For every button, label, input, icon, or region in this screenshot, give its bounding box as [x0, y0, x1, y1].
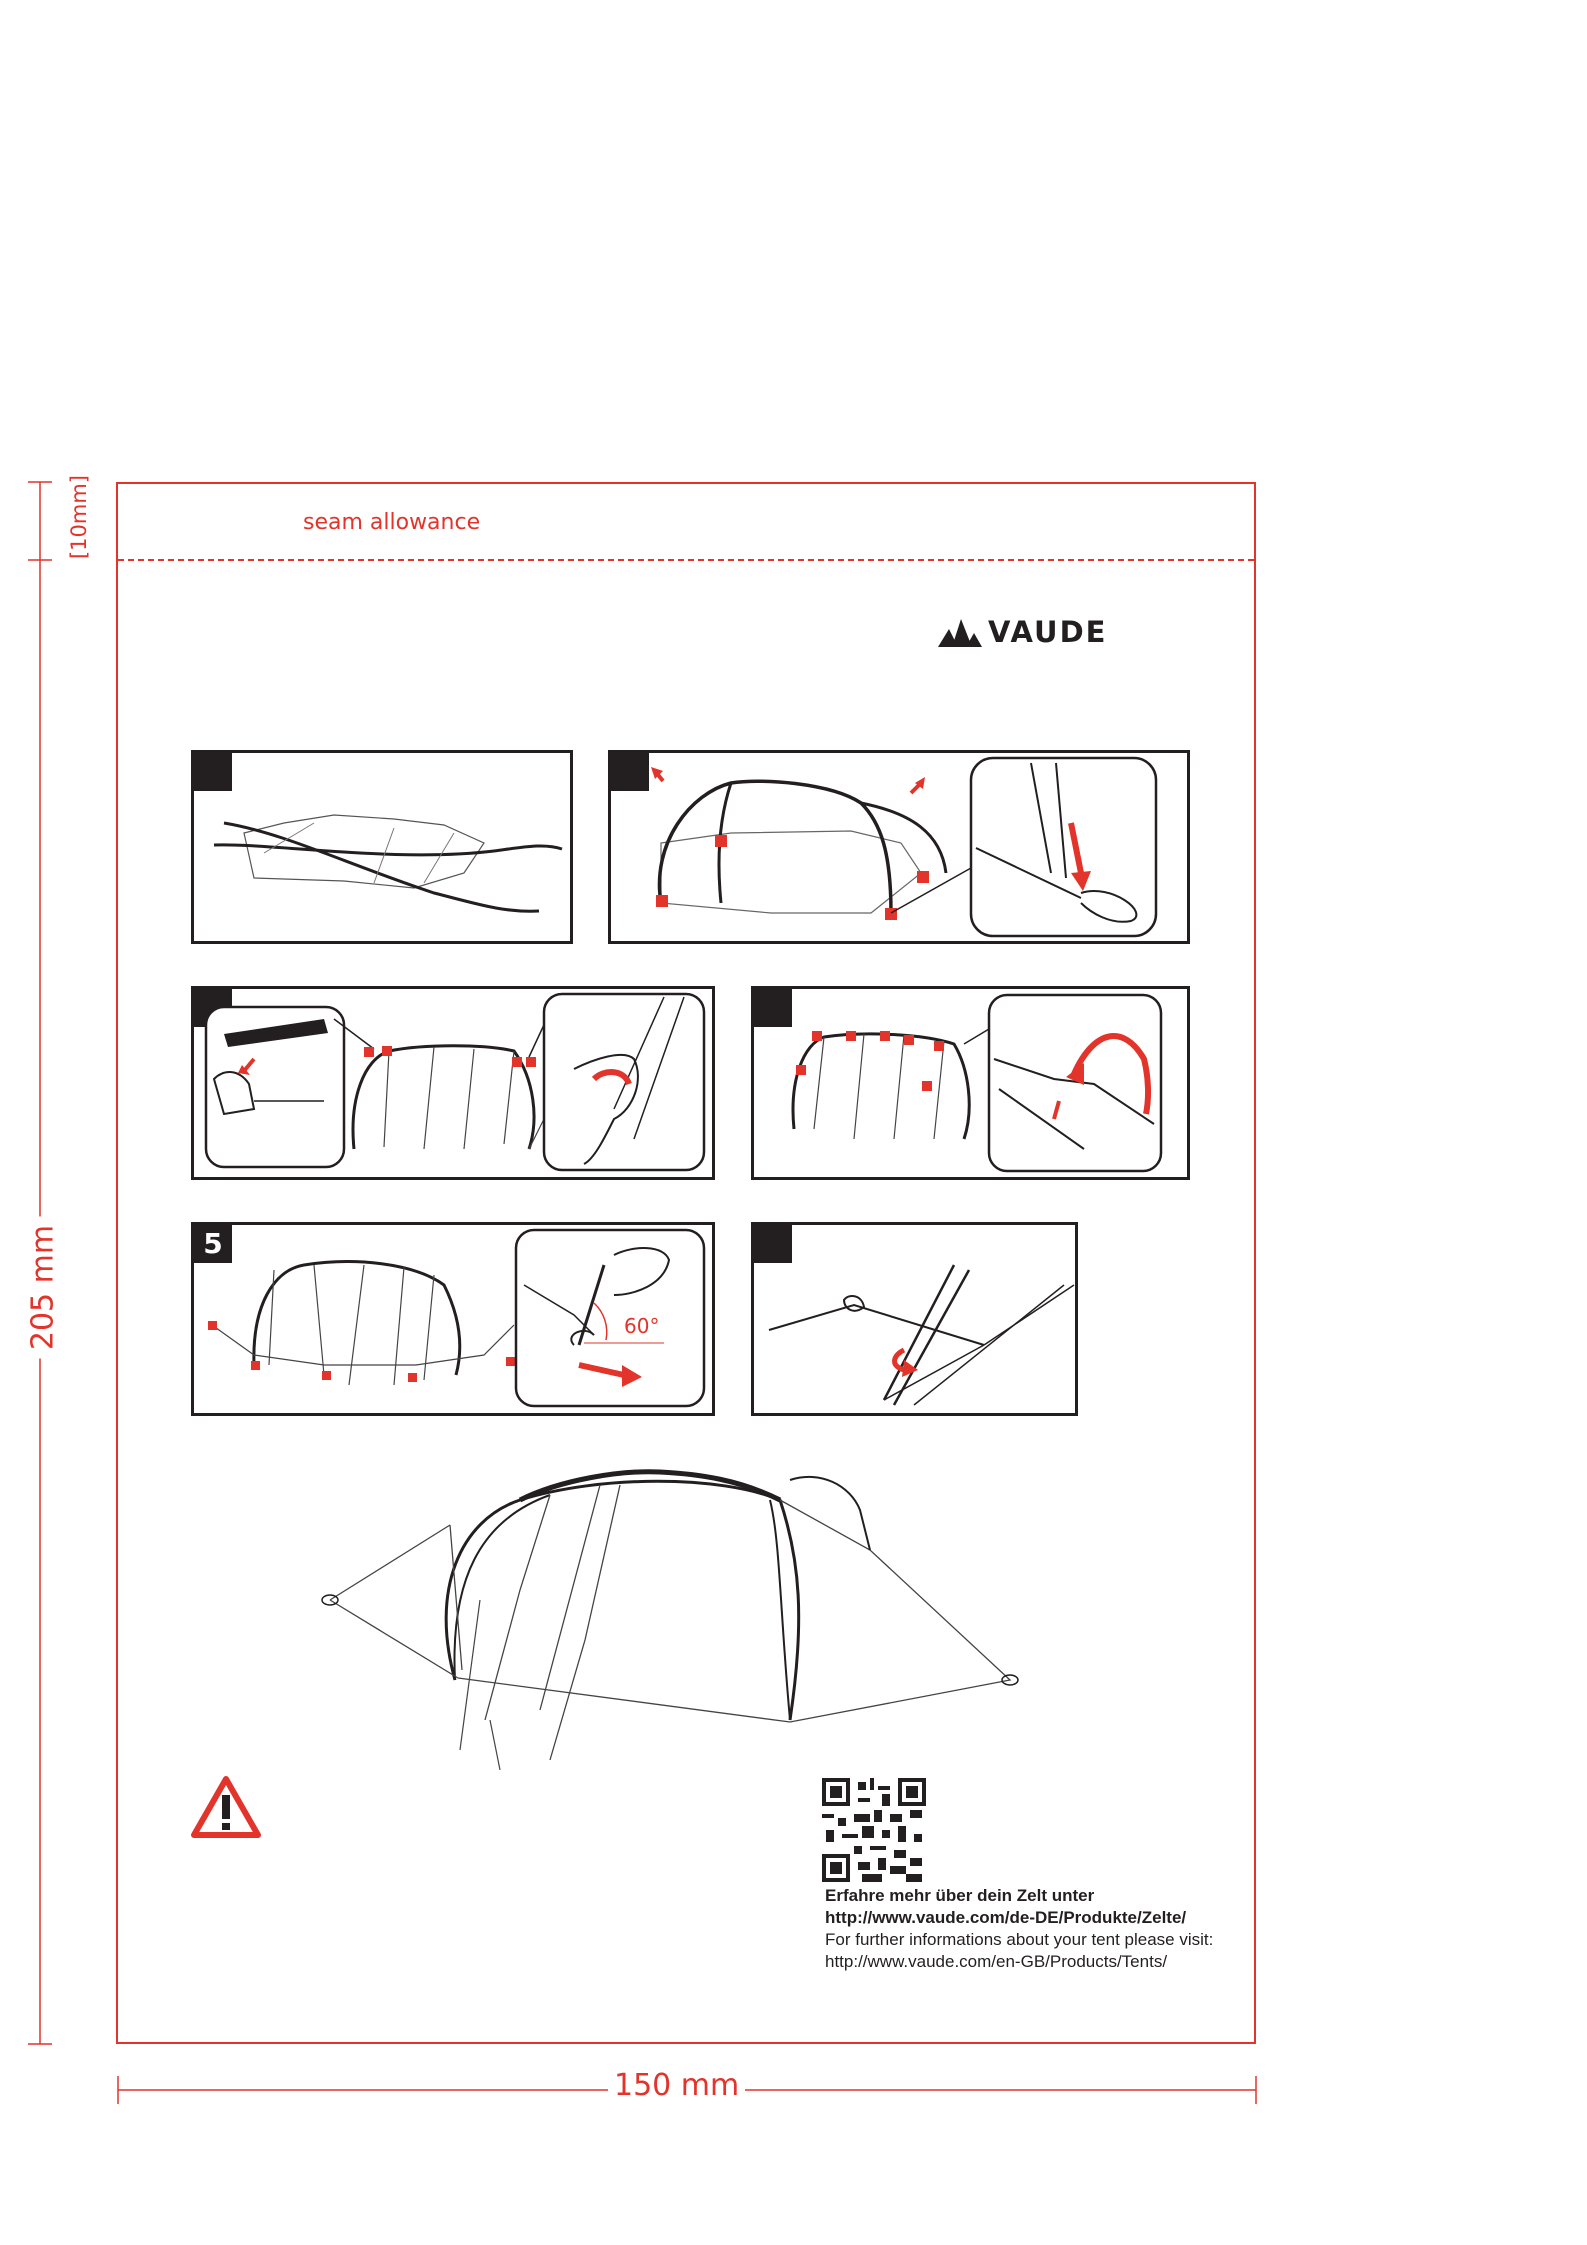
fly-cover-illustration [754, 989, 1187, 1177]
step-panel-3 [191, 986, 715, 1180]
step-panel-2 [608, 750, 1190, 944]
guyline-tension-illustration [754, 1225, 1075, 1413]
height-dimension-label: 205 mm [26, 1217, 61, 1359]
info-en-line1: For further informations about your tent please visit: [825, 1930, 1214, 1949]
staking-illustration [194, 1225, 712, 1413]
step-number: 5 [194, 1225, 232, 1263]
seam-dimension-label: [10mm] [67, 474, 91, 560]
mountain-icon [938, 615, 984, 649]
width-dimension-label: 150 mm [608, 2068, 745, 2103]
seam-label: seam allowance [303, 510, 481, 535]
qr-code[interactable] [822, 1778, 926, 1882]
info-de-url[interactable]: http://www.vaude.com/de-DE/Produkte/Zelte/ [825, 1908, 1187, 1927]
vaude-logo [938, 615, 1118, 649]
info-en-url[interactable]: http://www.vaude.com/en-GB/Products/Tents/ [825, 1952, 1168, 1971]
step-panel-1 [191, 750, 573, 944]
info-block [825, 1885, 1225, 1973]
step-panel-4 [751, 986, 1190, 1180]
step-panel-5 [191, 1222, 715, 1416]
pole-insert-illustration [611, 753, 1187, 941]
tent-flat-illustration [194, 753, 570, 941]
angle-label: 60° [624, 1314, 660, 1338]
info-de-line1: Erfahre mehr über dein Zelt unter [825, 1886, 1095, 1905]
step-panel-6 [751, 1222, 1078, 1416]
clip-attach-illustration [194, 989, 712, 1177]
pitched-tent-illustration [320, 1440, 1040, 1770]
seam-line [118, 559, 1254, 561]
warning-icon [190, 1775, 262, 1839]
brand-name: VAUDE [988, 615, 1108, 649]
